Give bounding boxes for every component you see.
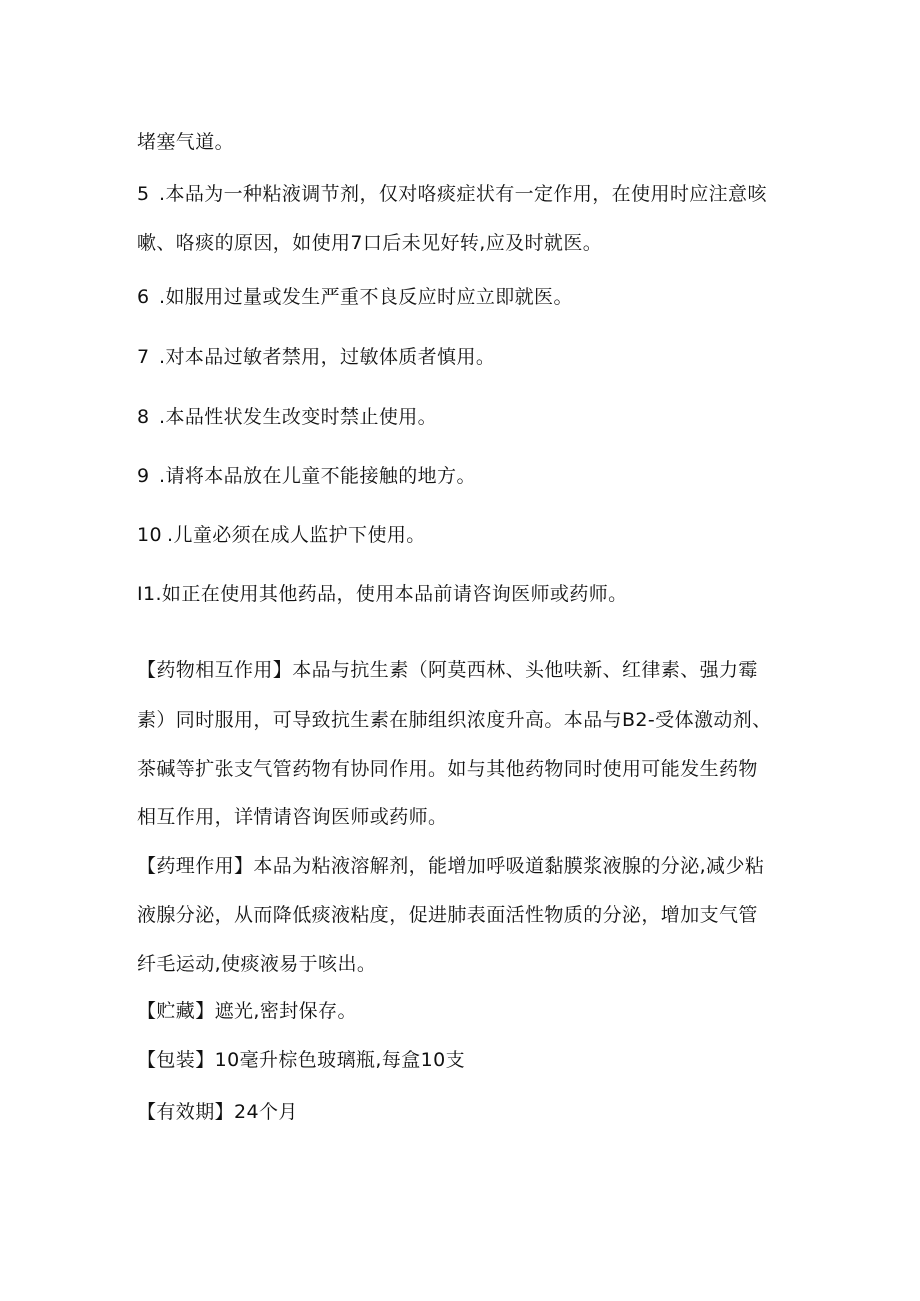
line-text: 【包装】10毫升棕色玻璃瓶,每盒10支 [137,1049,465,1071]
item-number: 8 [137,406,150,428]
line-text: 素）同时服用，可导致抗生素在肺组织浓度升高。本品与B2-受体激动剂、 [137,709,772,731]
section-pharmacology-line-3 [137,950,797,978]
item-text: .对本品过敏者禁用，过敏体质者慎用。 [159,346,496,368]
list-item-8 [137,403,797,431]
line-text: 【药理作用】本品为粘液溶解剂，能增加呼吸道黏膜浆液腺的分泌,减少粘 [137,855,765,877]
item-text: .如服用过量或发生严重不良反应时应立即就医。 [159,286,573,308]
line-text: 嗽、咯痰的原因，如使用7口后未见好转,应及时就医。 [137,232,603,254]
item-text: .请将本品放在儿童不能接触的地方。 [159,465,476,487]
text-line-1 [137,128,797,156]
list-item-10 [137,521,797,549]
section-drug-interactions-line-2 [137,706,797,734]
section-drug-interactions [137,656,797,684]
line-text: 液腺分泌，从而降低痰液粘度，促进肺表面活性物质的分泌，增加支气管 [137,904,758,926]
item-number: 9 [137,465,150,487]
section-drug-interactions-line-4 [137,803,797,831]
item-text: .本品性状发生改变时禁止使用。 [159,406,438,428]
line-text: 堵塞气道。 [137,131,235,153]
item-number: 6 [137,286,150,308]
line-text: 【药物相互作用】本品与抗生素（阿莫西林、头他呋新、红律素、强力霉 [137,659,758,681]
list-item-9 [137,462,797,490]
item-text: I1.如正在使用其他药品，使用本品前请咨询医师或药师。 [137,583,628,605]
section-storage [137,997,797,1025]
line-text: 相互作用，详情请咨询医师或药师。 [137,806,448,828]
list-item-6 [137,283,797,311]
section-packaging [137,1046,797,1074]
line-text: 纤毛运动,使痰液易于咳出。 [137,953,377,975]
item-text: .儿童必须在成人监护下使用。 [167,524,426,546]
line-text: 茶碱等扩张支气管药物有协同作用。如与其他药物同时使用可能发生药物 [137,758,758,780]
list-item-5 [137,180,797,208]
section-shelf-life [137,1098,797,1126]
line-text: 【贮藏】遮光,密封保存。 [137,1000,357,1022]
list-item-11 [137,580,797,608]
item-text: .本品为一种粘液调节剂，仅对咯痰症状有一定作用，在使用时应注意咳 [159,183,767,205]
item-number: 10 [137,524,162,546]
section-drug-interactions-line-3 [137,755,797,783]
list-item-7 [137,343,797,371]
section-pharmacology-line-2 [137,901,797,929]
text-line-continued-5 [137,229,797,257]
item-number: 5 [137,183,150,205]
item-number: 7 [137,346,150,368]
line-text: 【有效期】24个月 [137,1101,298,1123]
section-pharmacology [137,852,797,880]
